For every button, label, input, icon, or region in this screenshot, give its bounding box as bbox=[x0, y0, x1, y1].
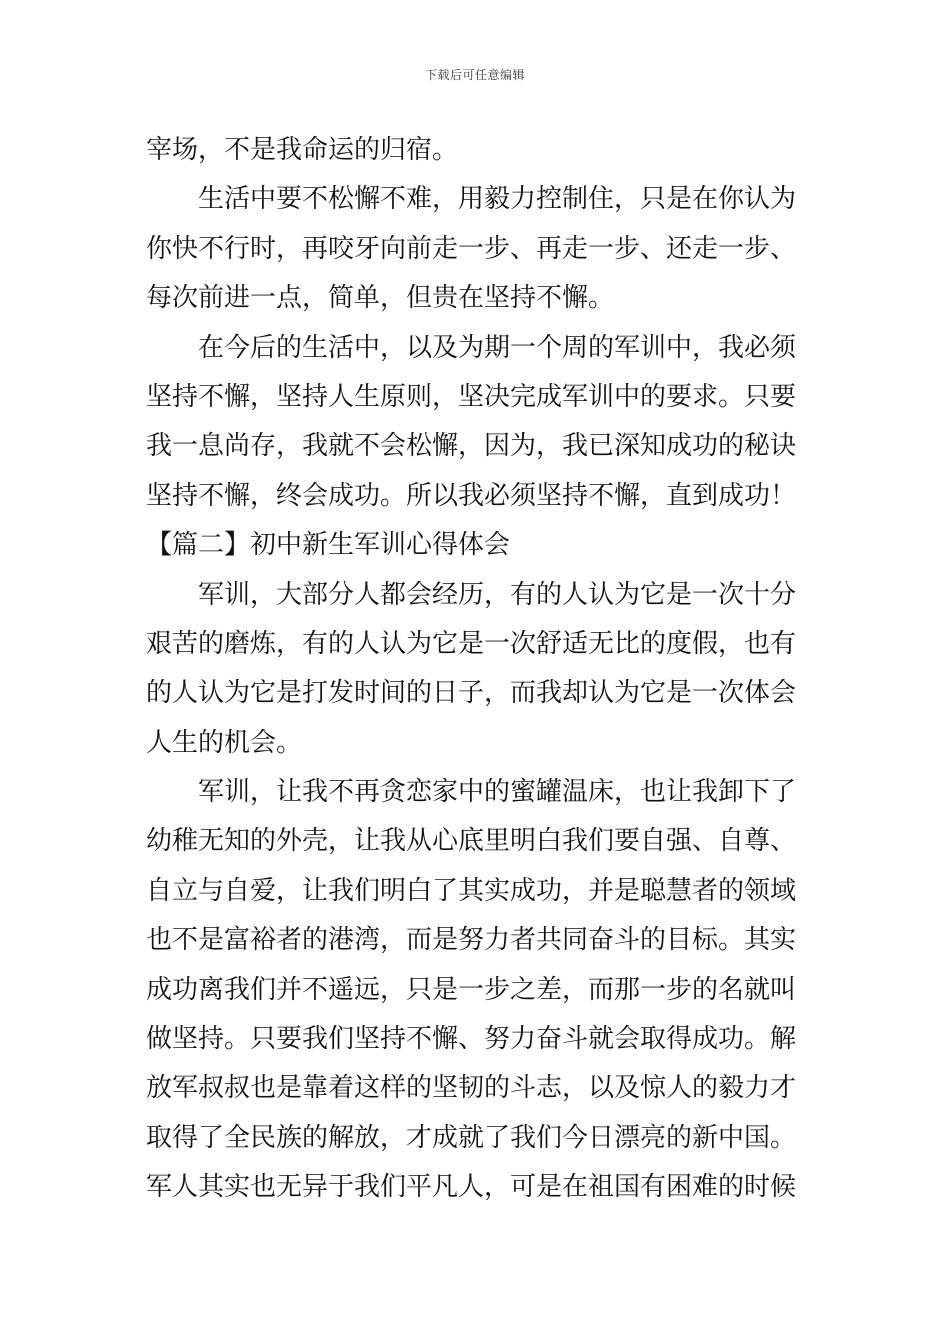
text-line: 我一息尚存，我就不会松懈，因为，我已深知成功的秘诀 bbox=[146, 431, 797, 462]
text-line: 坚持不懈，坚持人生原则，坚决完成军训中的要求。只要 bbox=[146, 381, 797, 412]
text-line: 军训，让我不再贪恋家中的蜜罐温床，也让我卸下了 bbox=[198, 777, 797, 808]
text-line: 取得了全民族的解放，才成就了我们今日漂亮的新中国。 bbox=[146, 1122, 797, 1153]
text-line: 坚持不懈，终会成功。所以我必须坚持不懈，直到成功！ bbox=[146, 480, 797, 511]
body-text bbox=[146, 126, 810, 1213]
text-line: 做坚持。只要我们坚持不懈、努力奋斗就会取得成功。解 bbox=[146, 1024, 797, 1055]
text-line: 每次前进一点，简单，但贵在坚持不懈。 bbox=[146, 283, 615, 314]
text-line: 你快不行时，再咬牙向前走一步、再走一步、还走一步、 bbox=[146, 233, 797, 264]
text-line: 幼稚无知的外壳，让我从心底里明白我们要自强、自尊、 bbox=[146, 826, 797, 857]
text-line: 在今后的生活中，以及为期一个周的军训中，我必须 bbox=[198, 332, 797, 363]
text-line: 放军叔叔也是靠着这样的坚韧的斗志，以及惊人的毅力才 bbox=[146, 1073, 797, 1104]
text-line: 军人其实也无异于我们平凡人，可是在祖国有困难的时候 bbox=[146, 1172, 797, 1203]
text-line: 也不是富裕者的港湾，而是努力者共同奋斗的目标。其实 bbox=[146, 925, 797, 956]
text-line: 宰场，不是我命运的归宿。 bbox=[146, 135, 459, 165]
page-header: 下载后可任意编辑 bbox=[424, 68, 525, 82]
text-line: 自立与自爱，让我们明白了其实成功，并是聪慧者的领域 bbox=[146, 875, 797, 906]
text-line: 成功离我们并不遥远，只是一步之差，而那一步的名就叫 bbox=[146, 974, 797, 1005]
text-line: 人生的机会。 bbox=[146, 727, 303, 758]
text-line: 生活中要不松懈不难，用毅力控制住，只是在你认为 bbox=[198, 184, 797, 215]
section-heading: 【篇二】初中新生军训心得体会 bbox=[146, 530, 511, 561]
text-line: 艰苦的磨炼，有的人认为它是一次舒适无比的度假，也有 bbox=[146, 628, 797, 659]
text-line: 的人认为它是打发时间的日子，而我却认为它是一次体会 bbox=[146, 678, 797, 709]
text-line: 军训，大部分人都会经历，有的人认为它是一次十分 bbox=[198, 579, 797, 610]
